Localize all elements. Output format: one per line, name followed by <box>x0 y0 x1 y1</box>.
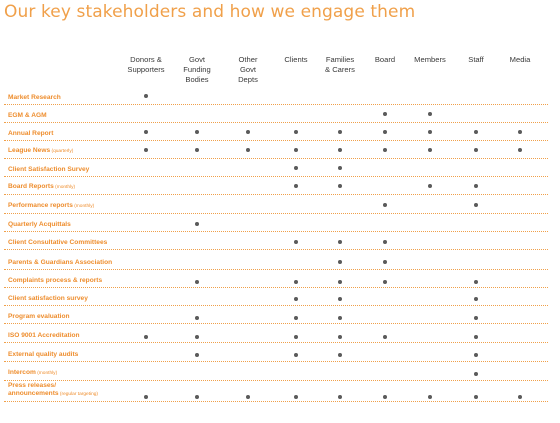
engagement-dot <box>474 297 478 301</box>
row-note: (regular targeting) <box>58 392 99 397</box>
row-label: Client satisfaction survey <box>8 295 88 302</box>
table-row <box>0 376 548 402</box>
table-row <box>0 87 548 105</box>
engagement-dot <box>294 166 298 170</box>
engagement-dot <box>338 297 342 301</box>
column-header: Board <box>374 55 396 64</box>
engagement-dot <box>294 148 298 152</box>
engagement-dot <box>338 130 342 134</box>
engagement-dot <box>383 280 387 284</box>
engagement-dot <box>518 130 522 134</box>
engagement-dot <box>338 166 342 170</box>
column-header: Govt Funding Bodies <box>183 55 211 84</box>
table-row <box>0 141 548 159</box>
row-divider <box>4 342 548 343</box>
engagement-dot <box>474 148 478 152</box>
engagement-dot <box>474 203 478 207</box>
row-label: Annual Report <box>8 130 54 137</box>
table-row <box>0 214 548 232</box>
engagement-dot <box>338 316 342 320</box>
engagement-dot <box>294 240 298 244</box>
engagement-dot <box>474 335 478 339</box>
table-row <box>0 123 548 141</box>
engagement-dot <box>294 130 298 134</box>
engagement-dot <box>474 184 478 188</box>
row-label: External quality audits <box>8 351 79 358</box>
engagement-dot <box>144 148 148 152</box>
row-label: Performance reports (monthly) <box>8 202 95 209</box>
row-divider <box>4 361 548 362</box>
row-note: (monthly) <box>72 204 95 209</box>
engagement-dot <box>428 184 432 188</box>
engagement-dot <box>428 148 432 152</box>
row-label: Client Satisfaction Survey <box>8 166 90 173</box>
row-label: League News (quarterly) <box>8 147 74 154</box>
row-note: (monthly) <box>53 185 76 190</box>
engagement-dot <box>383 335 387 339</box>
engagement-dot <box>195 353 199 357</box>
row-label: Complaints process & reports <box>8 277 103 284</box>
engagement-dot <box>338 260 342 264</box>
row-label: Program evaluation <box>8 313 70 320</box>
engagement-dot <box>383 395 387 399</box>
engagement-dot <box>474 316 478 320</box>
engagement-dot <box>144 395 148 399</box>
engagement-dot <box>294 184 298 188</box>
engagement-dot <box>294 297 298 301</box>
table-row <box>0 344 548 362</box>
row-label: EGM & AGM <box>8 112 47 119</box>
engagement-dot <box>338 353 342 357</box>
engagement-dot <box>294 316 298 320</box>
engagement-dot <box>246 148 250 152</box>
table-row <box>0 196 548 214</box>
column-header: Media <box>509 55 531 64</box>
engagement-dot <box>338 240 342 244</box>
row-label: Intercom (monthly) <box>8 369 58 376</box>
column-header: Members <box>414 55 446 64</box>
engagement-dot <box>246 395 250 399</box>
row-label: Parents & Guardians Association <box>8 259 113 266</box>
row-note: (monthly) <box>35 371 58 376</box>
engagement-dot <box>383 260 387 264</box>
table-row <box>0 105 548 123</box>
engagement-dot <box>338 335 342 339</box>
engagement-dot <box>428 130 432 134</box>
engagement-dot <box>338 395 342 399</box>
engagement-dot <box>428 112 432 116</box>
table-row <box>0 232 548 250</box>
table-row <box>0 270 548 288</box>
column-header: Other Govt Depts <box>238 55 258 84</box>
engagement-dot <box>195 148 199 152</box>
engagement-dot <box>338 148 342 152</box>
row-label: Market Research <box>8 94 61 101</box>
engagement-dot <box>338 280 342 284</box>
engagement-dot <box>144 94 148 98</box>
engagement-dot <box>338 184 342 188</box>
engagement-dot <box>246 130 250 134</box>
engagement-dot <box>518 395 522 399</box>
column-header: Staff <box>468 55 484 64</box>
engagement-dot <box>294 395 298 399</box>
column-header: Clients <box>284 55 308 64</box>
row-divider <box>4 401 548 402</box>
row-note: (quarterly) <box>50 149 74 154</box>
row-label: Client Consultative Committees <box>8 239 108 246</box>
engagement-dot <box>294 280 298 284</box>
engagement-dot <box>195 280 199 284</box>
row-divider <box>4 194 548 195</box>
column-header: Families & Carers <box>325 55 355 74</box>
table-row <box>0 288 548 306</box>
table-row <box>0 325 548 343</box>
engagement-dot <box>383 130 387 134</box>
row-label: ISO 9001 Accreditation <box>8 332 80 339</box>
page-title: Our key stakeholders and how we engage them <box>4 2 416 22</box>
engagement-dot <box>474 395 478 399</box>
table-row <box>0 159 548 177</box>
engagement-dot <box>474 353 478 357</box>
engagement-dot <box>195 335 199 339</box>
engagement-dot <box>474 130 478 134</box>
engagement-dot <box>195 130 199 134</box>
engagement-dot <box>474 280 478 284</box>
table-row <box>0 306 548 324</box>
engagement-dot <box>195 222 199 226</box>
column-header: Donors & Supporters <box>127 55 165 74</box>
row-label: Quarterly Acquittals <box>8 221 71 228</box>
engagement-dot <box>294 353 298 357</box>
engagement-dot <box>383 203 387 207</box>
engagement-dot <box>383 112 387 116</box>
engagement-dot <box>383 240 387 244</box>
table-row <box>0 252 548 270</box>
row-divider <box>4 323 548 324</box>
row-divider <box>4 249 548 250</box>
row-label: Board Reports (monthly) <box>8 183 76 190</box>
engagement-dot <box>294 335 298 339</box>
engagement-dot <box>195 395 199 399</box>
engagement-dot <box>144 130 148 134</box>
engagement-dot <box>428 395 432 399</box>
engagement-dot <box>518 148 522 152</box>
row-label: Press releases/ announcements (regular targeting) <box>8 382 99 397</box>
engagement-dot <box>383 148 387 152</box>
engagement-dot <box>195 316 199 320</box>
engagement-dot <box>144 335 148 339</box>
table-row <box>0 177 548 195</box>
